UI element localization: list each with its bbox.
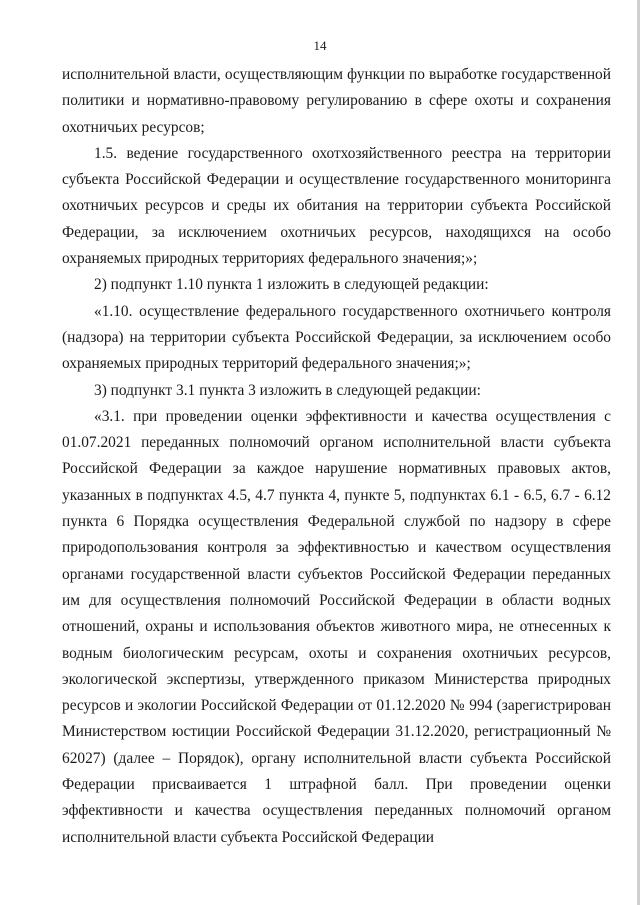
paragraph-item-1-10: «1.10. осуществление федерального государственного охотничьего контроля (надзора) на территории субъекта Российской Федерации, за исключением особо охраняемых природных территорий федерального значения;»;: [62, 302, 611, 373]
page-number: 14: [313, 38, 327, 53]
document-body: [62, 62, 611, 851]
paragraph-continuation: исполнительной власти, осуществляющим функции по выработке государственной политики и нормативно-правовому регулированию в сфере охоты и сохранения охотничьих ресурсов;: [62, 66, 611, 136]
paragraph-subitem-2: 2) подпункт 1.10 пункта 1 изложить в следующей редакции:: [94, 276, 489, 294]
paragraph-subitem-3: 3) подпункт 3.1 пункта 3 изложить в следующей редакции:: [94, 381, 481, 399]
paragraph-item-1-5: 1.5. ведение государственного охотхозяйственного реестра на территории субъекта Российской Федерации и осуществление государственного мониторинга охотничьих ресурсов и среды их обитания на территории субъекта Российской Федерации, за исключением охотничьих ресурсов, находящихся на особо охраняемых природных территориях федерального значения;»;: [62, 144, 611, 268]
paragraph-item-3-1: «3.1. при проведении оценки эффективности и качества осуществления с 01.07.2021 переданных полномочий органом исполнительной власти субъекта Российской Федерации за каждое нарушение нормативных правовых актов, указанных в подпунктах 4.5, 4.7 пункта 4, пункте 5, подпунктах 6.1 - 6.5, 6.7 - 6.12 пункта 6 Порядка осуществления Федеральной службой по надзору в сфере природопользования контроля за эффективностью и качеством осуществления органами государственной власти субъектов Российской Федерации переданных им для осуществления полномочий Российской Федерации в области водных отношений, охраны и использования объектов животного мира, не отнесенных к водным биологическим ресурсам, охоты и сохранения охотничьих ресурсов, экологической экспертизы, утвержденного приказом Министерства природных ресурсов и экологии Российской Федерации от 01.12.2020 № 994 (зарегистрирован Министерством юстиции Российской Федерации 31.12.2020, регистрационный № 62027) (далее – Порядок), органу исполнительной власти субъекта Российской Федерации присваивается 1 штрафной балл. При проведении оценки эффективности и качества осуществления переданных полномочий органом исполнительной власти субъекта Российской Федерации: [62, 407, 611, 846]
